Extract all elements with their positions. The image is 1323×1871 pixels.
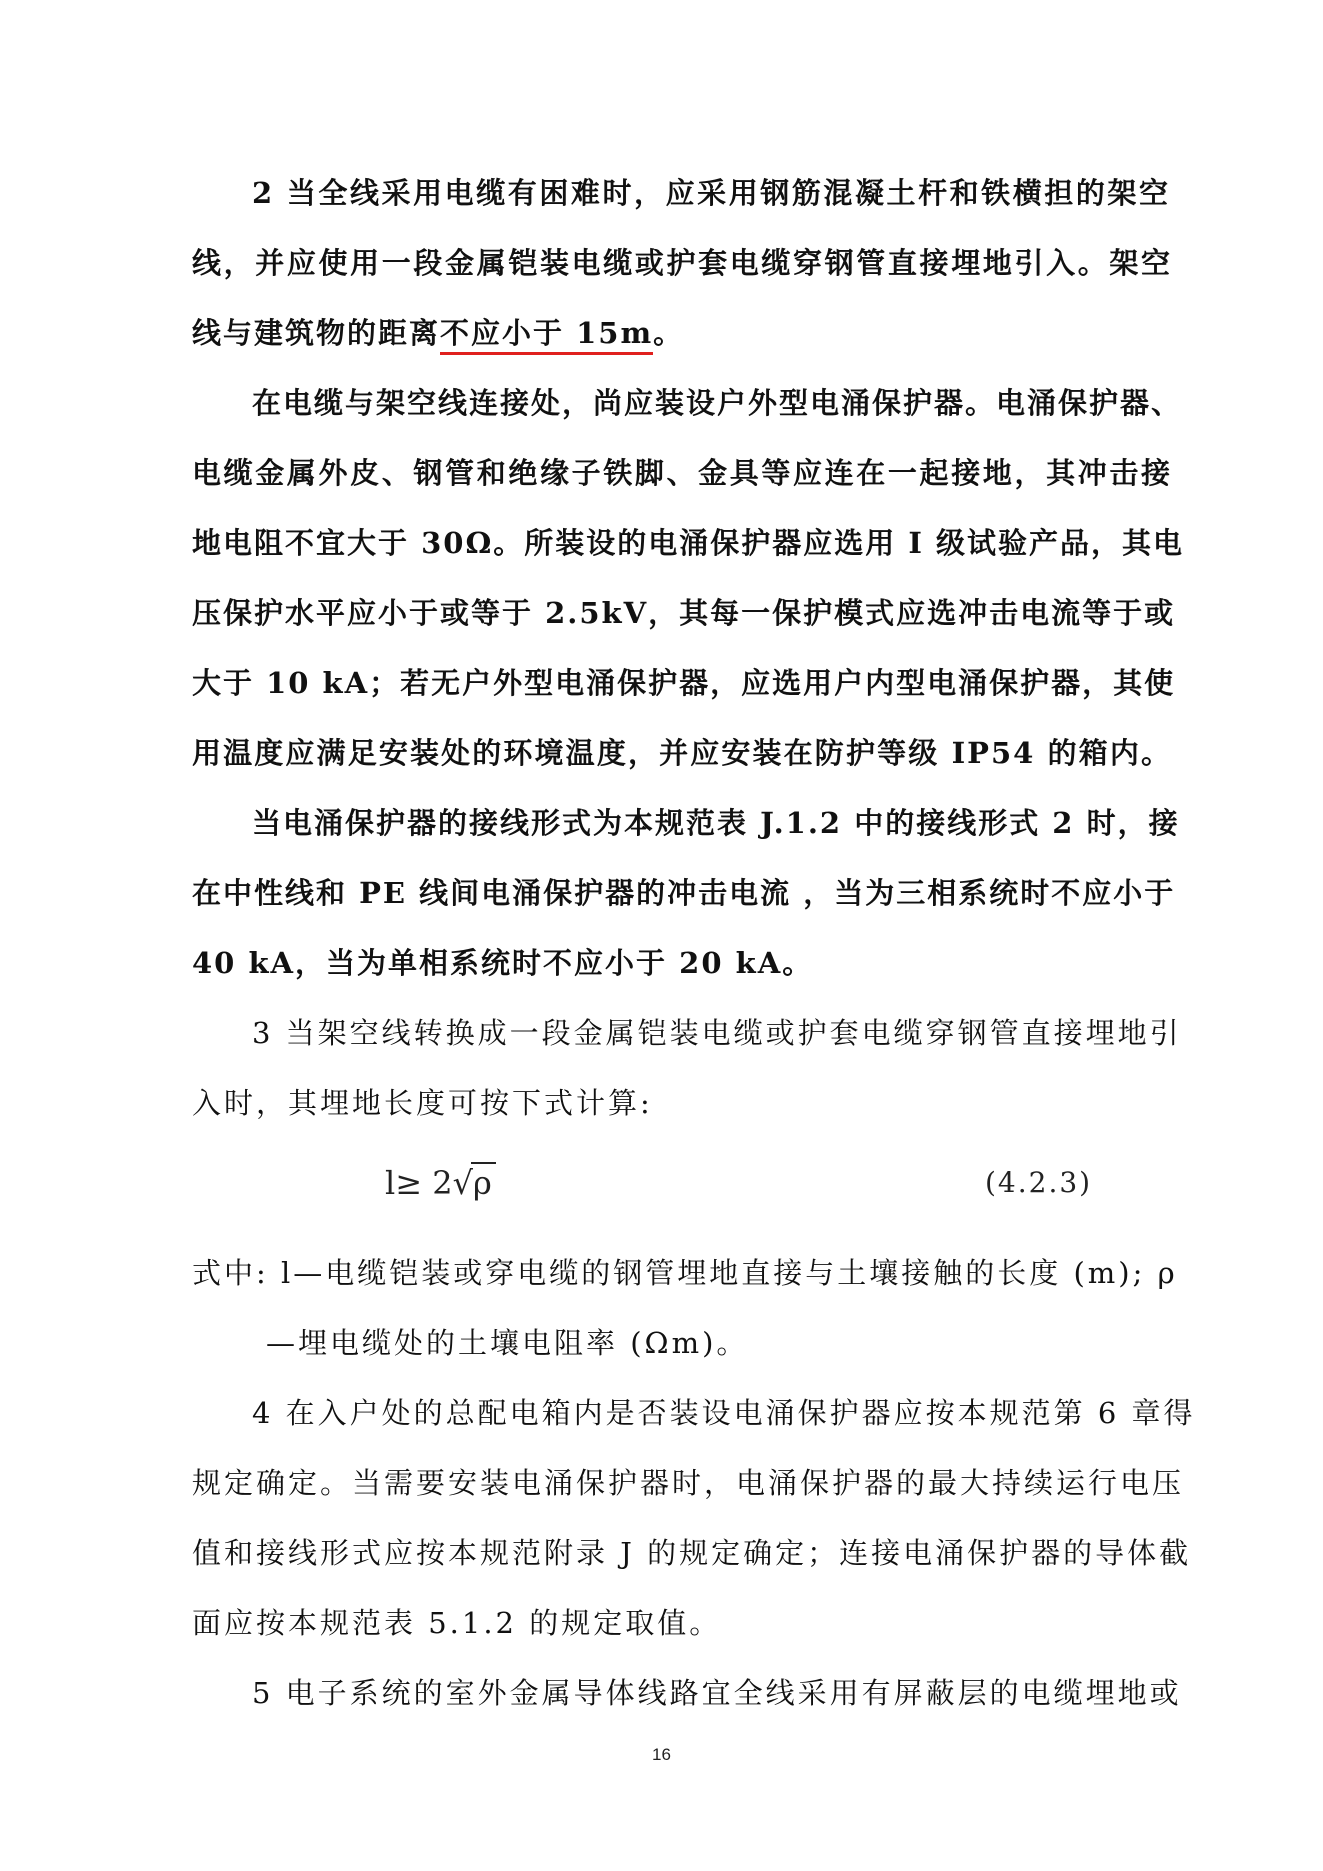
text-line: 规定确定。当需要安装电涌保护器时，电涌保护器的最大持续运行电压 bbox=[192, 1466, 1185, 1500]
text-line: 用温度应满足安装处的环境温度，并应安装在防护等级 IP54 的箱内。 bbox=[192, 736, 1172, 770]
text-line: 4 在入户处的总配电箱内是否装设电涌保护器应按本规范第 6 章得 bbox=[252, 1396, 1196, 1430]
page-number: 16 bbox=[652, 1745, 671, 1764]
text-line: 在电缆与架空线连接处，尚应装设户外型电涌保护器。电涌保护器、 bbox=[252, 386, 1183, 420]
text-line: 3 当架空线转换成一段金属铠装电缆或护套电缆穿钢管直接埋地引 bbox=[252, 1016, 1182, 1050]
text-line: 在中性线和 PE 线间电涌保护器的冲击电流 ，当为三相系统时不应小于 bbox=[192, 876, 1176, 910]
text-line: 40 kA，当为单相系统时不应小于 20 kA。 bbox=[192, 946, 814, 980]
text-line: 压保护水平应小于或等于 2.5kV，其每一保护模式应选冲击电流等于或 bbox=[192, 596, 1176, 630]
underlined-annotation: 不应小于 15m bbox=[440, 316, 653, 355]
formula bbox=[385, 1162, 496, 1202]
equation-number: (4.2.3) bbox=[985, 1166, 1093, 1199]
text-line: 2 当全线采用电缆有困难时，应采用钢筋混凝土杆和铁横担的架空 bbox=[252, 176, 1170, 210]
text-line: 线，并应使用一段金属铠装电缆或护套电缆穿钢管直接埋地引入。架空 bbox=[192, 246, 1172, 280]
text-span: 。 bbox=[653, 316, 685, 350]
text-line: 5 电子系统的室外金属导体线路宜全线采用有屏蔽层的电缆埋地或 bbox=[252, 1676, 1182, 1710]
text-line: 式中: l—电缆铠装或穿电缆的钢管埋地直接与土壤接触的长度 (m); ρ bbox=[192, 1256, 1178, 1290]
text-line: —埋电缆处的土壤电阻率 (Ωm)。 bbox=[266, 1326, 749, 1360]
formula-radicand: ρ bbox=[471, 1162, 496, 1202]
text-line: 面应按本规范表 5.1.2 的规定取值。 bbox=[192, 1606, 722, 1640]
text-line: 入时，其埋地长度可按下式计算: bbox=[192, 1086, 653, 1120]
text-line bbox=[192, 313, 1172, 353]
text-line: 大于 10 kA；若无户外型电涌保护器，应选用户内型电涌保护器，其使 bbox=[192, 666, 1176, 700]
text-line: 电缆金属外皮、钢管和绝缘子铁脚、金具等应连在一起接地，其冲击接 bbox=[192, 456, 1172, 490]
sqrt-sign: √ bbox=[452, 1164, 473, 1202]
text-line: 值和接线形式应按本规范附录 J 的规定确定；连接电涌保护器的导体截 bbox=[192, 1536, 1192, 1570]
formula-lhs: l≥ 2 bbox=[385, 1164, 453, 1202]
text-line: 当电涌保护器的接线形式为本规范表 J.1.2 中的接线形式 2 时，接 bbox=[252, 806, 1180, 840]
text-span: 线与建筑物的距离 bbox=[192, 316, 441, 350]
text-line: 地电阻不宜大于 30Ω。所装设的电涌保护器应选用 I 级试验产品，其电 bbox=[192, 526, 1185, 560]
